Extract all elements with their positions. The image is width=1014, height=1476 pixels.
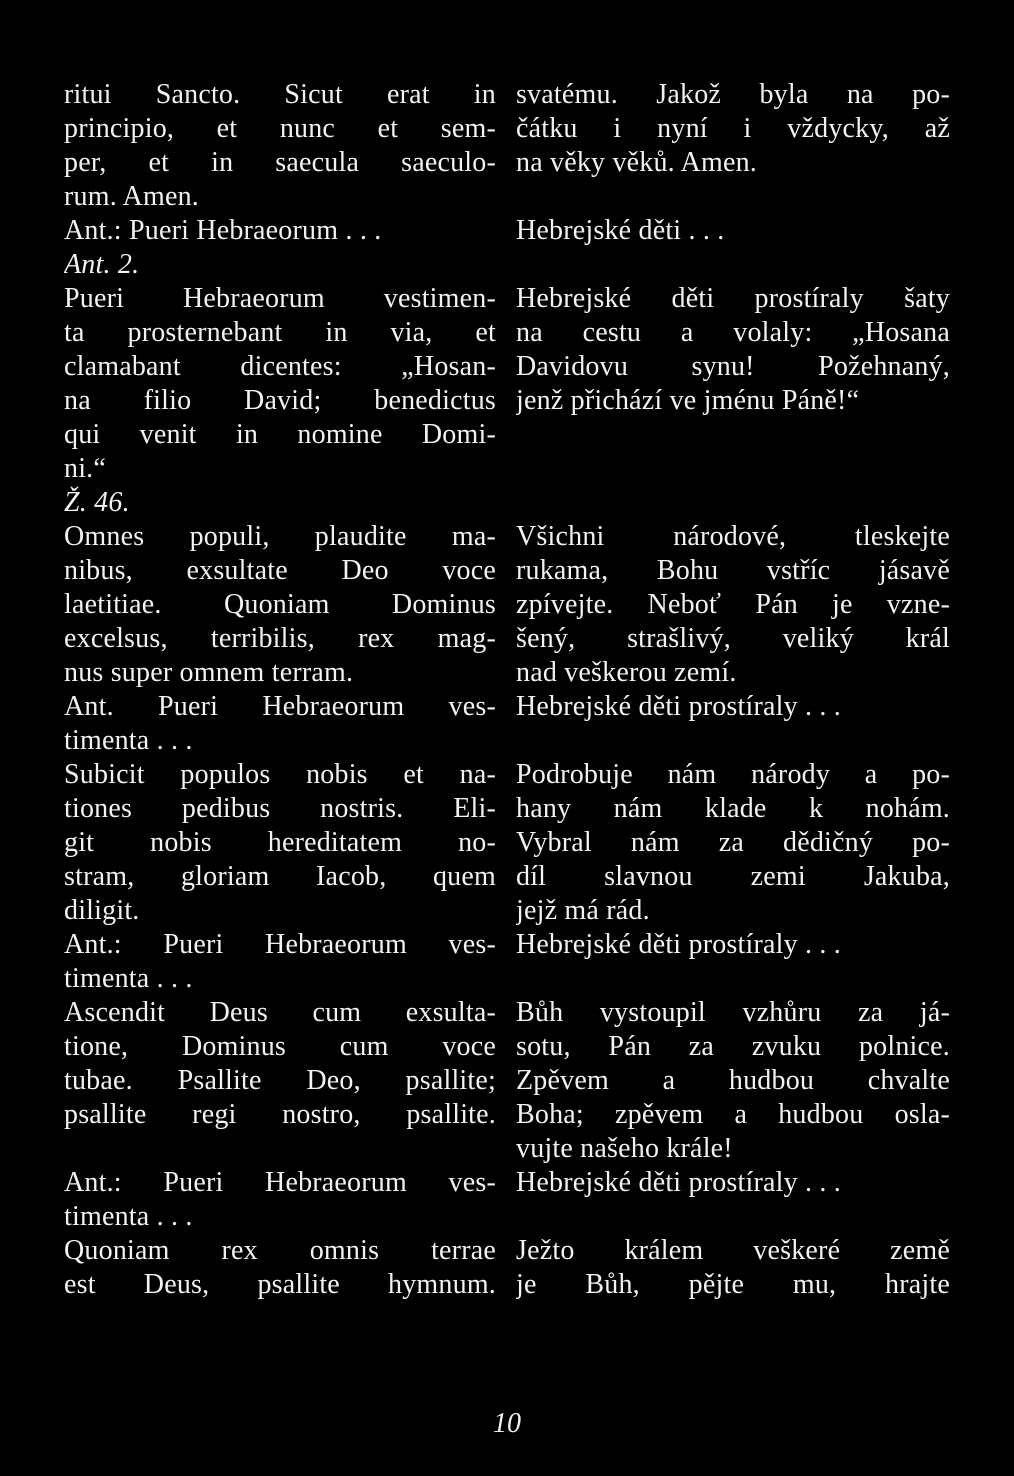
czech-line: sotu, Pán za zvuku polnice. bbox=[516, 1031, 950, 1062]
czech-line: Všichni národové, tleskejte bbox=[516, 521, 950, 552]
latin-line: Quoniam rex omnis terrae bbox=[64, 1235, 496, 1266]
latin-line: Omnes populi, plaudite ma- bbox=[64, 521, 496, 552]
latin-line: timenta . . . bbox=[64, 725, 193, 756]
latin-line: rum. Amen. bbox=[64, 181, 199, 212]
latin-line: Ascendit Deus cum exsulta- bbox=[64, 997, 496, 1028]
latin-line: tione, Dominus cum voce bbox=[64, 1031, 496, 1062]
latin-line: git nobis hereditatem no- bbox=[64, 827, 496, 858]
latin-line: tiones pedibus nostris. Eli- bbox=[64, 793, 496, 824]
czech-line: zpívejte. Neboť Pán je vzne- bbox=[516, 589, 950, 620]
czech-line: je Bůh, pějte mu, hrajte bbox=[516, 1269, 950, 1300]
czech-line: šený, strašlivý, veliký král bbox=[516, 623, 950, 654]
czech-line: Podrobuje nám národy a po- bbox=[516, 759, 950, 790]
latin-line: Ant.: Pueri Hebraeorum . . . bbox=[64, 215, 382, 246]
latin-line: laetitiae. Quoniam Dominus bbox=[64, 589, 496, 620]
latin-line: Subicit populos nobis et na- bbox=[64, 759, 496, 790]
latin-line: excelsus, terribilis, rex mag- bbox=[64, 623, 496, 654]
czech-line bbox=[516, 1200, 950, 1234]
latin-line: stram, gloriam Iacob, quem bbox=[64, 861, 496, 892]
czech-line: hany nám klade k nohám. bbox=[516, 793, 950, 824]
czech-line bbox=[516, 962, 950, 996]
czech-line: Vybral nám za dědičný po- bbox=[516, 827, 950, 858]
page-number: 10 bbox=[493, 1408, 521, 1439]
czech-line: Hebrejské děti prostíraly . . . bbox=[516, 691, 842, 722]
latin-line: psallite regi nostro, psallite. bbox=[64, 1099, 496, 1130]
latin-line: qui venit in nomine Domi- bbox=[64, 419, 496, 450]
latin-line: Ant.: Pueri Hebraeorum ves- bbox=[64, 1167, 496, 1198]
czech-line: Ježto králem veškeré země bbox=[516, 1235, 950, 1266]
latin-line: per, et in saecula saeculo- bbox=[64, 147, 496, 178]
czech-line: vujte našeho krále! bbox=[516, 1133, 733, 1164]
czech-line: Hebrejské děti prostíraly šaty bbox=[516, 283, 950, 314]
czech-line: nad veškerou zemí. bbox=[516, 657, 737, 688]
czech-line bbox=[516, 486, 950, 520]
latin-line: timenta . . . bbox=[64, 963, 193, 994]
czech-line: jenž přichází ve jménu Páně!“ bbox=[516, 385, 860, 416]
latin-line: ni.“ bbox=[64, 453, 107, 484]
czech-line: Hebrejské děti . . . bbox=[516, 215, 725, 246]
czech-line bbox=[516, 452, 950, 486]
latin-line: Ant. 2. bbox=[64, 249, 140, 280]
latin-line: Ant.: Pueri Hebraeorum ves- bbox=[64, 929, 496, 960]
latin-line: timenta . . . bbox=[64, 1201, 193, 1232]
latin-line: ta prosternebant in via, et bbox=[64, 317, 496, 348]
czech-line: díl slavnou zemi Jakuba, bbox=[516, 861, 950, 892]
czech-line: rukama, Bohu vstříc jásavě bbox=[516, 555, 950, 586]
czech-line: Zpěvem a hudbou chvalte bbox=[516, 1065, 950, 1096]
latin-line: diligit. bbox=[64, 895, 140, 926]
czech-line: Hebrejské děti prostíraly . . . bbox=[516, 1167, 842, 1198]
latin-line bbox=[64, 1132, 496, 1166]
latin-line: tubae. Psallite Deo, psallite; bbox=[64, 1065, 496, 1096]
czech-line: jejž má rád. bbox=[516, 895, 650, 926]
latin-line: ritui Sancto. Sicut erat in bbox=[64, 79, 496, 110]
latin-line: principio, et nunc et sem- bbox=[64, 113, 496, 144]
czech-line: Bůh vystoupil vzhůru za já- bbox=[516, 997, 950, 1028]
czech-line: Hebrejské děti prostíraly . . . bbox=[516, 929, 842, 960]
czech-line bbox=[516, 418, 950, 452]
czech-line bbox=[516, 180, 950, 214]
latin-line: nibus, exsultate Deo voce bbox=[64, 555, 496, 586]
czech-line: Davidovu synu! Požehnaný, bbox=[516, 351, 950, 382]
latin-line: Ant. Pueri Hebraeorum ves- bbox=[64, 691, 496, 722]
latin-line: est Deus, psallite hymnum. bbox=[64, 1269, 496, 1300]
czech-line: na cestu a volaly: „Hosana bbox=[516, 317, 950, 348]
czech-line: Boha; zpěvem a hudbou osla- bbox=[516, 1099, 950, 1130]
czech-line bbox=[516, 724, 950, 758]
latin-line: Pueri Hebraeorum vestimen- bbox=[64, 283, 496, 314]
czech-line: svatému. Jakož byla na po- bbox=[516, 79, 950, 110]
latin-line: clamabant dicentes: „Hosan- bbox=[64, 351, 496, 382]
czech-column bbox=[516, 78, 950, 1302]
czech-line bbox=[516, 248, 950, 282]
czech-line: na věky věků. Amen. bbox=[516, 147, 757, 178]
czech-line: čátku i nyní i vždycky, až bbox=[516, 113, 950, 144]
latin-line: nus super omnem terram. bbox=[64, 657, 354, 688]
latin-line: Ž. 46. bbox=[64, 487, 130, 518]
latin-line: na filio David; benedictus bbox=[64, 385, 496, 416]
latin-column bbox=[64, 78, 496, 1302]
